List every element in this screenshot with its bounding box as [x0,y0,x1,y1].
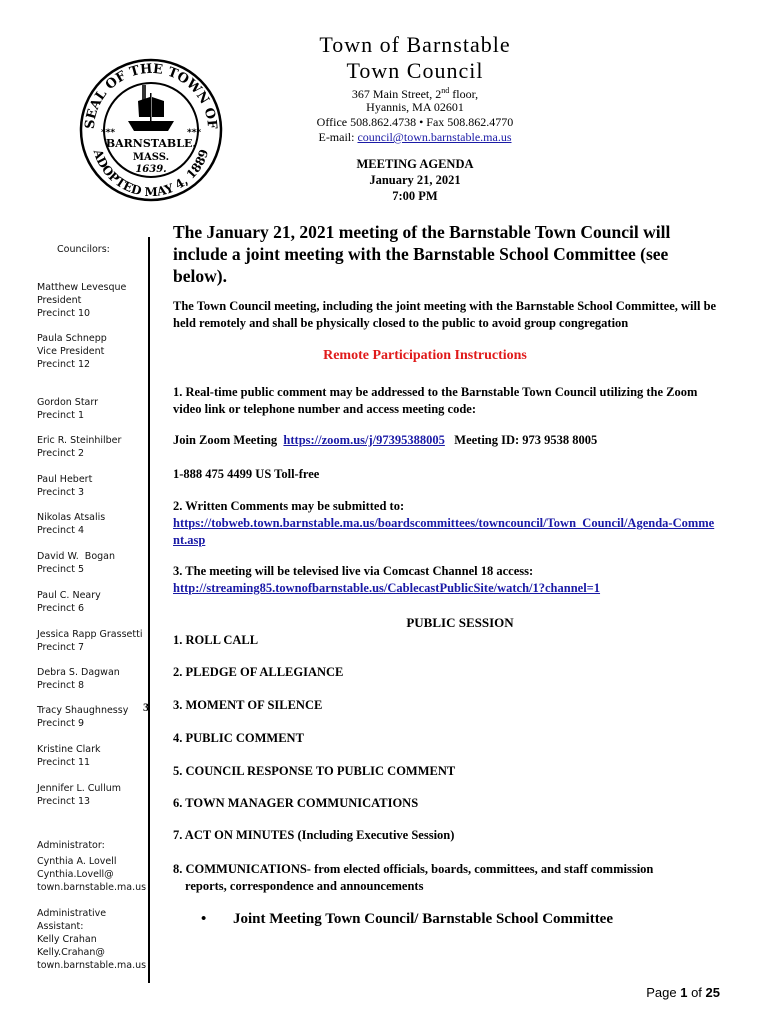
agenda-date: January 21, 2021 [369,173,461,187]
agenda-item-5: 5. COUNCIL RESPONSE TO PUBLIC COMMENT [173,764,456,778]
agenda-label: MEETING AGENDA [356,157,474,171]
address-line2: Hyannis, MA 02601 [366,100,464,114]
joint-meeting-bullet: Joint Meeting Town Council/ Barnstable School Committee [233,911,614,927]
ship-icon [128,85,174,131]
councilor-entry: David W. Bogan Precinct 5 [37,551,116,575]
bullet-icon: • [201,911,207,927]
zoom-link[interactable]: https://zoom.us/j/97395388005 [283,433,445,447]
seal-line3: 1639. [135,164,167,175]
streaming-link[interactable]: http://streaming85.townofbarnstable.us/CablecastPublicSite/watch/1?channel=1 [173,581,601,595]
councilor-entry: Jennifer L. Cullum Precinct 13 [37,783,121,807]
point-2: 2. Written Comments may be submitted to: https://tobweb.town.barnstable.ma.us/boardscommittees/towncouncil/Town_Council/Agenda-Comment.asp [173,498,721,549]
councilor-entry: Eric R. Steinhilber Precinct 2 [37,435,122,459]
agenda-item-3: 3. MOMENT OF SILENCE [173,698,323,712]
councilor-entry: Paul Hebert Precinct 3 [37,474,93,498]
agenda-item-1: 1. ROLL CALL [173,633,259,647]
councilor-entry: Matthew Levesque President Precinct 10 [37,282,127,319]
seal-top-text: SEAL OF THE TOWN OF [82,61,220,130]
remote-instructions-heading: Remote Participation Instructions [323,348,527,363]
agenda-item-2: 2. PLEDGE OF ALLEGIANCE [173,665,344,679]
town-seal [76,55,226,205]
stray-number: 3 [143,700,149,714]
agenda-item-6: 6. TOWN MANAGER COMMUNICATIONS [173,796,419,810]
agenda-time: 7:00 PM [392,189,438,203]
administrator-block: Administrator: Cynthia A. Lovell Cynthia.Lovell@ town.barnstable.ma.us [37,840,147,893]
point-1: 1. Real-time public comment may be addressed to the Barnstable Town Council utilizing the Zoom video link or telephone number and access meeting code: [173,385,698,416]
address-line1: 367 Main Street, 2nd floor, [351,86,479,101]
email-line: E-mail: council@town.barnstable.ma.us [318,130,512,144]
meeting-headline: The January 21, 2021 meeting of the Barnstable Town Council will include a joint meeting with the Barnstable School Committee (see below). [173,222,671,286]
zoom-line: Join Zoom Meeting https://zoom.us/j/97395388005 Meeting ID: 973 9538 8005 [173,433,598,447]
councilor-entry: Tracy Shaughnessy Precinct 9 [37,705,129,729]
seal-line2: MASS. [132,152,170,163]
councilors-heading: Councilors: [57,244,110,255]
councilor-entry: Paul C. Neary Precinct 6 [37,590,101,614]
agenda-item-8: 8. COMMUNICATIONS- from elected officials, boards, committees, and staff commission reports, correspondence and announcements [173,862,654,893]
svg-text:***: *** [101,128,116,138]
intro-paragraph: The Town Council meeting, including the joint meeting with the Barnstable School Committee, will be held remotely and shall be physically closed to the public to avoid group congregation [173,299,717,330]
public-session-heading: PUBLIC SESSION [406,615,514,630]
council-title-line2: Town Council [346,58,484,83]
tollfree-number: 1-888 475 4499 US Toll-free [173,467,320,481]
councilor-entry: Gordon Starr Precinct 1 [37,397,99,421]
councilor-entry: Jessica Rapp Grassetti Precinct 7 [37,629,143,653]
address-line3: Office 508.862.4738 • Fax 508.862.4770 [316,115,514,129]
council-title-line1: Town of Barnstable [319,32,511,57]
councilor-entry: Paula Schnepp Vice President Precinct 12 [37,333,107,370]
agenda-item-4: 4. PUBLIC COMMENT [173,731,304,745]
seal-line1: BARNSTABLE. [105,137,197,150]
councilor-entry: Kristine Clark Precinct 11 [37,744,101,768]
sidebar-divider [148,237,150,983]
assistant-block: Administrative Assistant: Kelly Crahan Kelly.Crahan@ town.barnstable.ma.us [37,908,147,971]
agenda-item-7: 7. ACT ON MINUTES (Including Executive Session) [173,828,455,842]
councilor-entry: Debra S. Dagwan Precinct 8 [37,667,120,691]
point-3: 3. The meeting will be televised live via Comcast Channel 18 access: http://streaming85.townofbarnstable.us/CablecastPublicSite/watch/1?channel=1 [173,564,601,595]
council-email-link[interactable]: council@town.barnstable.ma.us [357,130,512,144]
seal-bottom-text: ADOPTED MAY 4, 1889 [90,147,212,199]
page-number: Page 1 of 25 [646,985,720,1000]
comment-form-link[interactable]: https://tobweb.town.barnstable.ma.us/boardscommittees/towncouncil/Town_Council/Agenda-Comment.asp [173,516,715,547]
svg-text:***: *** [187,128,202,138]
councilor-entry: Nikolas Atsalis Precinct 4 [37,512,106,536]
